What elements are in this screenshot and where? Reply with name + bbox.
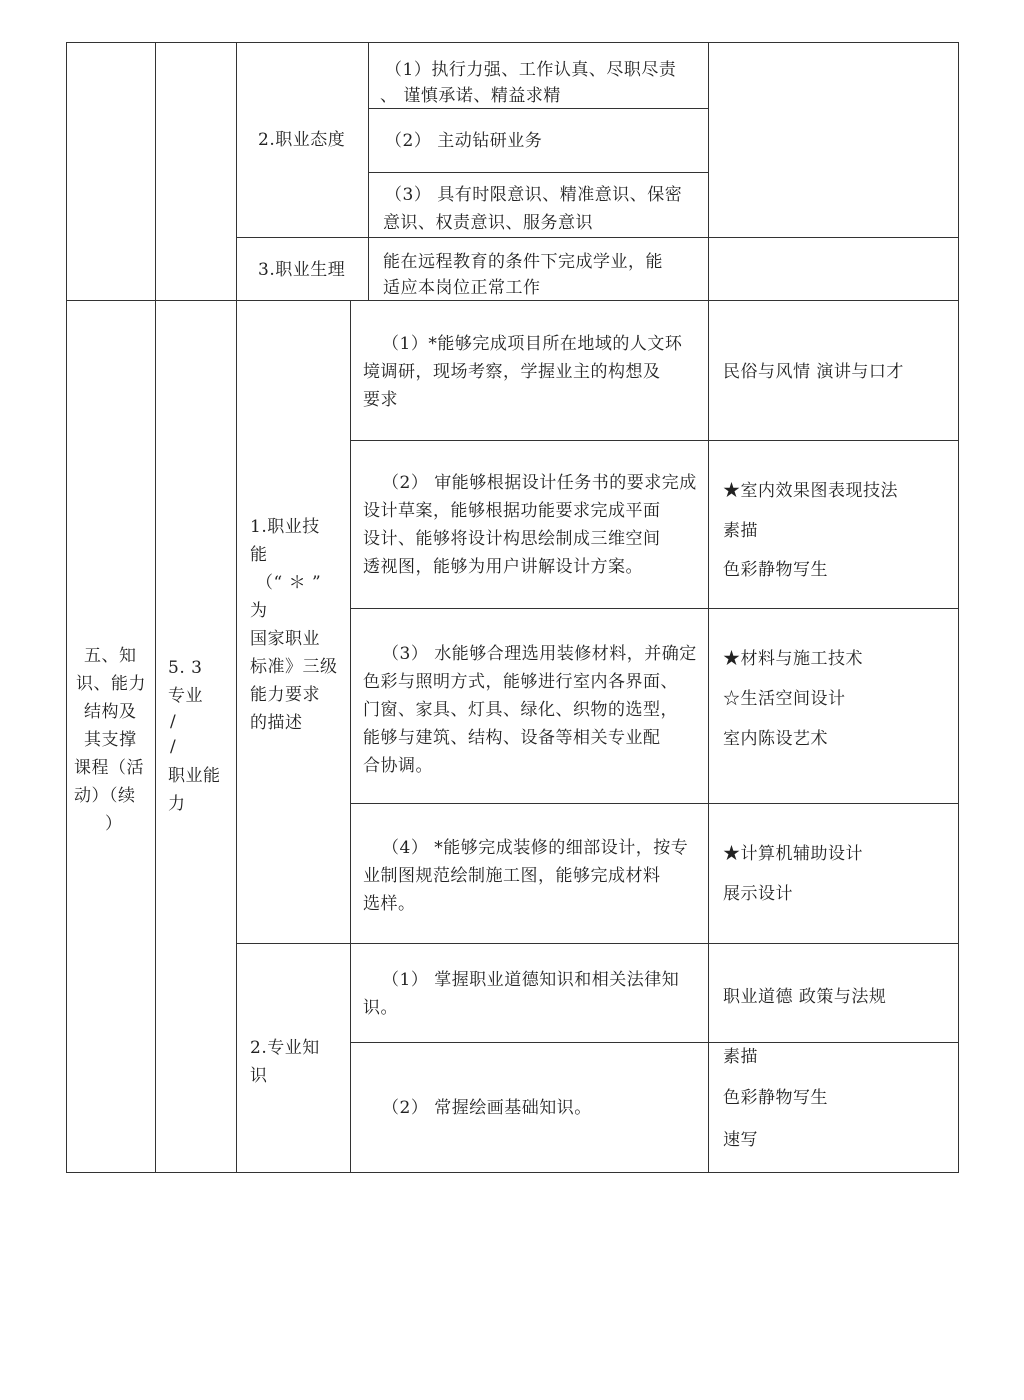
section-title-line: 结构及 xyxy=(84,702,137,722)
skill-2-course: ★室内效果图表现技法 xyxy=(723,481,898,501)
physiology-text-line2: 适应本岗位正常工作 xyxy=(383,278,541,298)
grid-line xyxy=(350,440,958,441)
grid-line xyxy=(350,608,958,609)
physiology-label: 3.职业生理 xyxy=(258,260,346,280)
skill-2-text: 设计草案，能够根据功能要求完成平面 xyxy=(363,501,661,521)
knowledge-2-course: 色彩静物写生 xyxy=(723,1088,828,1108)
skills-label-line: 能力要求 xyxy=(250,685,320,705)
knowledge-label-line: 识 xyxy=(250,1066,268,1086)
knowledge-2-text: （2） 常握绘画基础知识。 xyxy=(382,1098,592,1118)
subsection-title-line: 职业能 xyxy=(168,766,221,786)
skill-3-text: 能够与建筑、结构、设备等相关专业配 xyxy=(363,728,661,748)
grid-line xyxy=(66,42,958,43)
skill-3-course: 室内陈设艺术 xyxy=(723,729,828,749)
skill-2-text: 透视图，能够为用户讲解设计方案。 xyxy=(363,557,643,577)
grid-line xyxy=(368,172,708,173)
skill-4-text: （4） *能够完成装修的细部设计，按专 xyxy=(382,838,689,858)
attitude-label: 2.职业态度 xyxy=(258,130,346,150)
knowledge-2-course: 素描 xyxy=(723,1047,758,1067)
section-title-line: 识、能力 xyxy=(76,674,146,694)
section-title-line: 五、知 xyxy=(84,646,137,666)
subsection-title-line: / xyxy=(170,712,177,732)
grid-line xyxy=(708,42,709,1173)
section-title-line: 动）（续 xyxy=(74,786,136,806)
grid-line xyxy=(350,300,351,1173)
grid-line xyxy=(236,42,237,1173)
skill-4-text: 业制图规范绘制施工图，能够完成材料 xyxy=(363,866,661,886)
skill-3-text: 色彩与照明方式，能够进行室内各界面、 xyxy=(363,672,678,692)
subsection-title-line: 力 xyxy=(168,794,186,814)
skill-2-text: 设计、能够将设计构思绘制成三维空间 xyxy=(363,529,661,549)
skills-label-line: 1.职业技 xyxy=(250,517,320,537)
skill-2-course: 色彩静物写生 xyxy=(723,560,828,580)
section-title-line: 其支撑 xyxy=(84,730,137,750)
skill-2-text: （2） 审能够根据设计任务书的要求完成 xyxy=(382,473,697,493)
knowledge-2-course: 速写 xyxy=(723,1130,758,1150)
skill-4-course: 展示设计 xyxy=(723,884,793,904)
skill-1-text: 境调研，现场考察，学握业主的构想及 xyxy=(363,362,661,382)
grid-line xyxy=(236,237,958,238)
subsection-title-line: 5. 3 xyxy=(168,658,203,678)
skill-3-text: （3） 水能够合理选用装修材料，并确定 xyxy=(382,644,697,664)
skills-label-line: 的描述 xyxy=(250,713,303,733)
skill-4-course: ★计算机辅助设计 xyxy=(723,844,863,864)
grid-line xyxy=(66,42,67,1173)
skill-3-text: 门窗、家具、灯具、绿化、织物的选型， xyxy=(363,700,678,720)
section-title-line: ） xyxy=(105,814,123,834)
attitude-item-1-line2: 、 谨慎承诺、精益求精 xyxy=(380,86,561,106)
grid-line xyxy=(155,42,156,1173)
grid-line xyxy=(66,1172,958,1173)
skill-1-text: （1）*能够完成项目所在地域的人文环 xyxy=(382,334,683,354)
physiology-text-line1: 能在远程教育的条件下完成学业，能 xyxy=(383,252,663,272)
subsection-title-line: / xyxy=(170,737,177,757)
attitude-item-1-line1: （1）执行力强、工作认真、尽职尽责 xyxy=(385,60,677,80)
grid-line xyxy=(368,42,369,301)
knowledge-1-text: 识。 xyxy=(363,998,398,1018)
skill-3-course: ★材料与施工技术 xyxy=(723,649,863,669)
skill-1-text: 要求 xyxy=(363,390,398,410)
skills-label-line: 为 xyxy=(250,601,268,621)
grid-line xyxy=(350,803,958,804)
skill-4-text: 选样。 xyxy=(363,894,416,914)
knowledge-label-line: 2.专业知 xyxy=(250,1038,320,1058)
grid-line xyxy=(236,943,958,944)
knowledge-1-text: （1） 掌握职业道德知识和相关法律知 xyxy=(382,970,680,990)
skill-1-course: 民俗与风情 演讲与口才 xyxy=(723,362,904,382)
skill-3-text: 合协调。 xyxy=(363,756,433,776)
skill-2-course: 素描 xyxy=(723,521,758,541)
skills-label-line: 标准》三级 xyxy=(250,657,338,677)
subsection-title-line: 专业 xyxy=(168,686,203,706)
knowledge-1-course: 职业道德 政策与法规 xyxy=(723,987,887,1007)
attitude-item-3-line2: 意识、权责意识、服务意识 xyxy=(383,213,593,233)
skills-label-line: 能 xyxy=(250,545,268,565)
section-title-line: 课程（活 xyxy=(74,758,144,778)
attitude-item-2: （2） 主动钻研业务 xyxy=(385,131,543,151)
skills-label-line: （“ ＊ ” xyxy=(256,573,322,593)
grid-line xyxy=(958,42,959,1173)
skills-label-line: 国家职业 xyxy=(250,629,320,649)
skill-3-course: ☆生活空间设计 xyxy=(723,689,846,709)
grid-line xyxy=(350,1042,958,1043)
attitude-item-3-line1: （3） 具有时限意识、精准意识、保密 xyxy=(385,185,683,205)
